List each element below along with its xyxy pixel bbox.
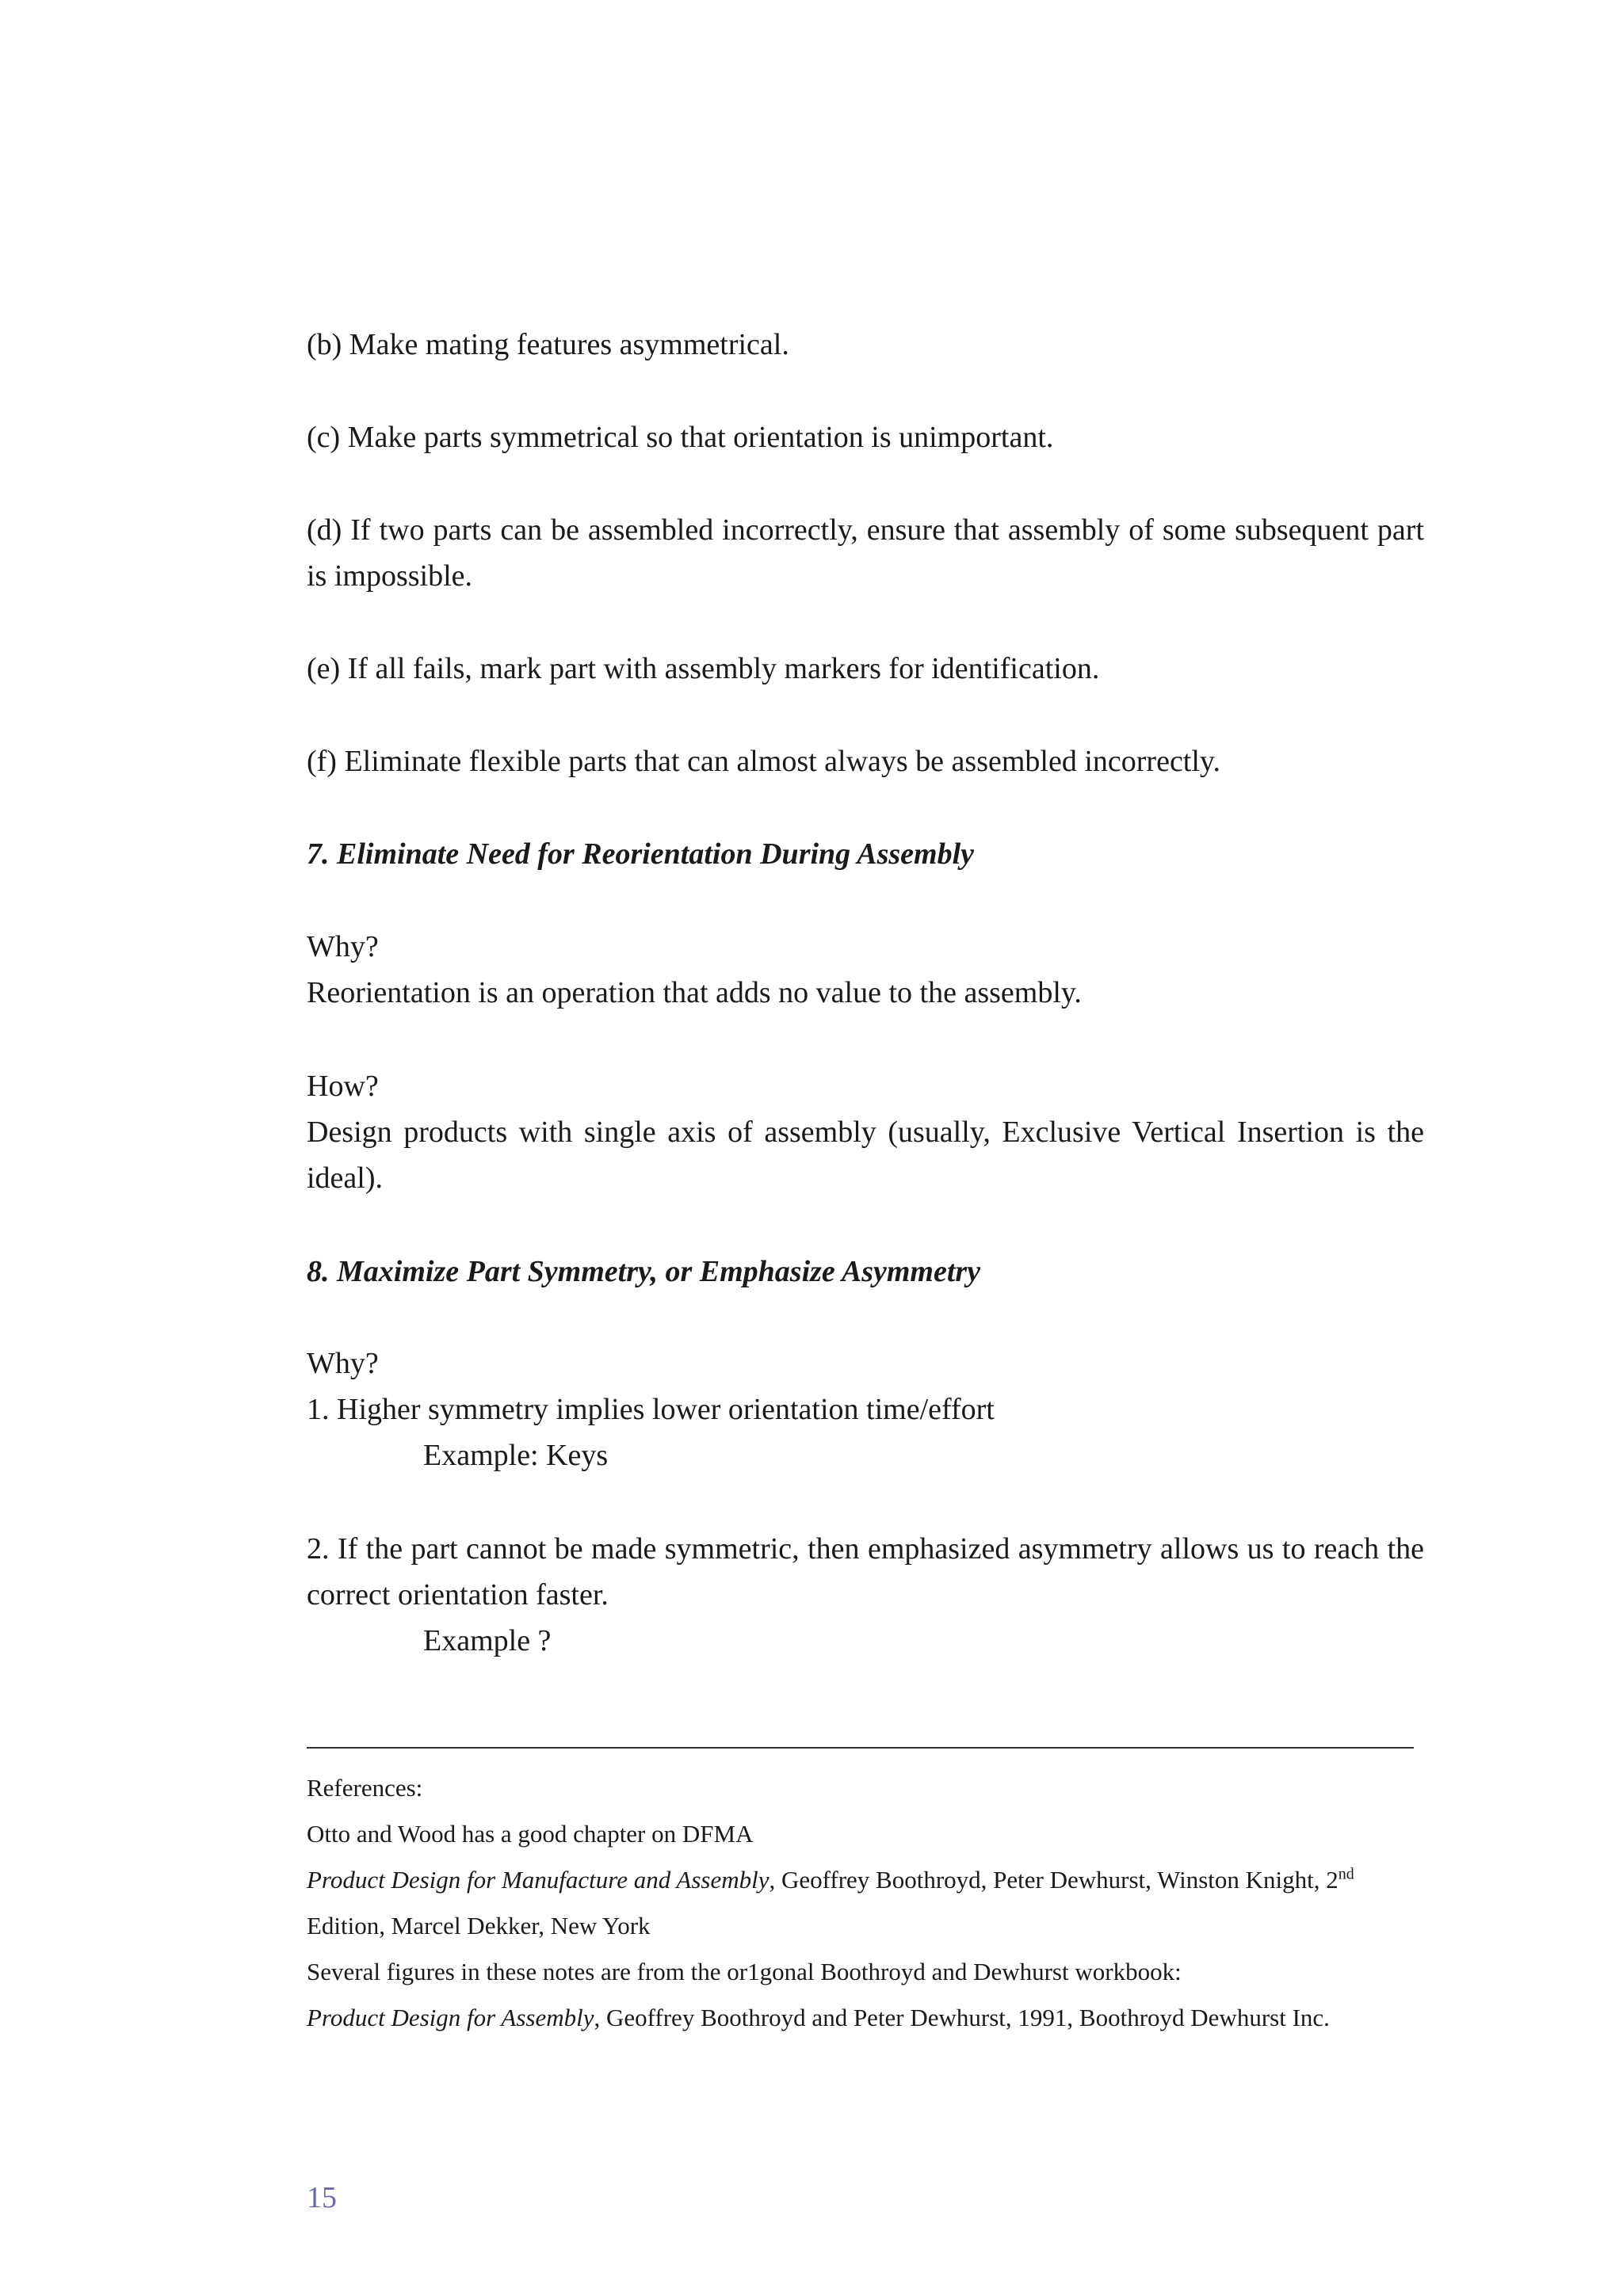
references-label: References: <box>307 1774 423 1802</box>
reference-4-details: , Geoffrey Boothroyd and Peter Dewhurst, 1991, Boothroyd Dewhurst Inc. <box>594 2004 1330 2031</box>
section-7-how-label: How? <box>307 1070 379 1103</box>
reference-line-1: Otto and Wood has a good chapter on DFMA <box>307 1820 754 1848</box>
footnote-divider <box>307 1747 1414 1749</box>
reference-line-3: Several figures in these notes are from the or1gonal Boothroyd and Dewhurst workbook: <box>307 1958 1182 1985</box>
section-8-why-label: Why? <box>307 1347 379 1380</box>
reference-line-4 <box>307 1995 1424 2041</box>
reference-line-2 <box>307 1857 1424 1903</box>
section-8-example-2: Example ? <box>423 1624 552 1657</box>
reference-2-superscript: nd <box>1338 1865 1354 1883</box>
reference-2-title: Product Design for Manufacture and Assembly <box>307 1866 769 1894</box>
reference-4-title: Product Design for Assembly <box>307 2004 594 2031</box>
item-f: (f) Eliminate flexible parts that can almost always be assembled incorrectly. <box>307 745 1220 778</box>
item-c: (c) Make parts symmetrical so that orientation is unimportant. <box>307 421 1054 454</box>
reference-2-details: , Geoffrey Boothroyd, Peter Dewhurst, Winston Knight, 2 <box>769 1866 1338 1894</box>
section-7-why-text: Reorientation is an operation that adds no value to the assembly. <box>307 976 1082 1009</box>
section-8-point-2: 2. If the part cannot be made symmetric, then emphasized asymmetry allows us to reach the correct orientation faster. <box>307 1532 1424 1611</box>
page-number: 15 <box>307 2181 337 2214</box>
section-8-heading: 8. Maximize Part Symmetry, or Emphasize Asymmetry <box>307 1255 981 1288</box>
section-7-why-label: Why? <box>307 930 379 963</box>
item-d: (d) If two parts can be assembled incorrectly, ensure that assembly of some subsequent part is impossible. <box>307 513 1424 593</box>
section-7-heading: 7. Eliminate Need for Reorientation During Assembly <box>307 837 975 871</box>
reference-line-2-continued: Edition, Marcel Dekker, New York <box>307 1912 651 1939</box>
section-8-point-1: 1. Higher symmetry implies lower orientation time/effort <box>307 1393 995 1426</box>
item-b: (b) Make mating features asymmetrical. <box>307 328 789 361</box>
section-8-example-1: Example: Keys <box>423 1439 609 1472</box>
section-7-how-text: Design products with single axis of assembly (usually, Exclusive Vertical Insertion is the ideal). <box>307 1116 1424 1195</box>
item-e: (e) If all fails, mark part with assembly markers for identification. <box>307 652 1100 685</box>
